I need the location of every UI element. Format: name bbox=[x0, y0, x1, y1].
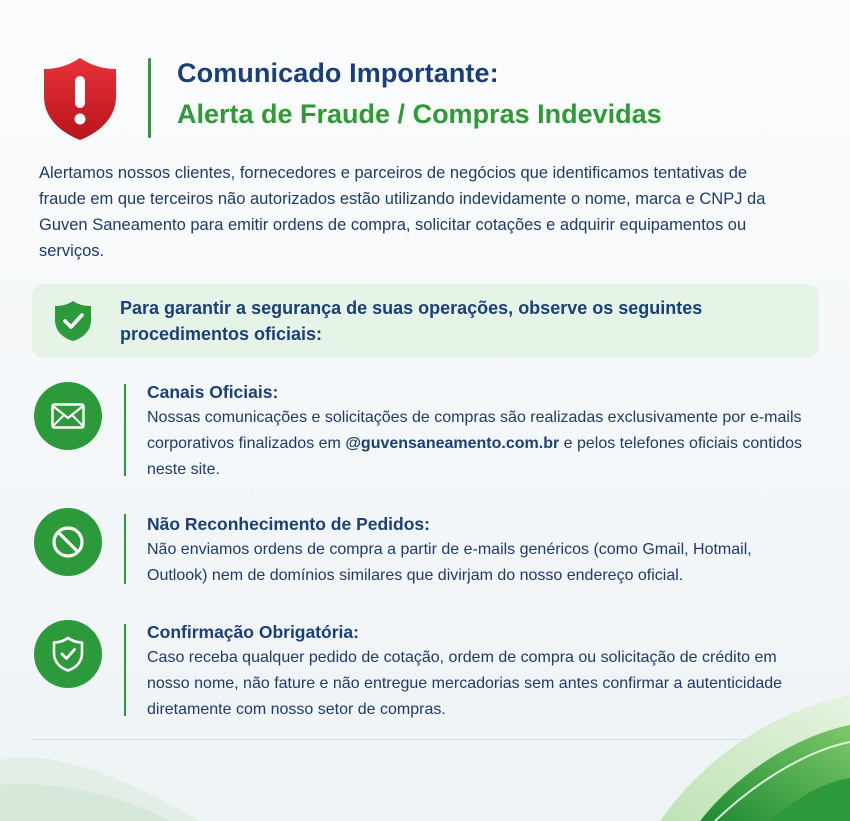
shield-check-outline-icon bbox=[34, 620, 102, 688]
header-divider bbox=[148, 58, 151, 138]
item-text-part: e pelos telefones oficiais contidos neste site. bbox=[147, 435, 802, 478]
prohibited-icon bbox=[34, 508, 102, 576]
item-divider bbox=[124, 514, 126, 584]
item-text: Não enviamos ordens de compra a partir de e-mails genéricos (como Gmail, Hotmail, Outlook) nem de domínios similares que divirjam do nosso endereço oficial. bbox=[147, 541, 752, 584]
item-order-non-recognition bbox=[32, 506, 812, 586]
shield-check-icon bbox=[54, 300, 92, 342]
item-title: Canais Oficiais: bbox=[147, 382, 279, 402]
page-subtitle: Alerta de Fraude / Compras Indevidas bbox=[177, 99, 662, 129]
item-divider bbox=[124, 384, 126, 476]
item-text bbox=[147, 405, 807, 483]
header bbox=[40, 56, 820, 142]
official-email-domain: @guvensaneamento.com.br bbox=[345, 435, 560, 452]
shield-exclamation-icon bbox=[40, 56, 120, 142]
page-title: Comunicado Importante: bbox=[177, 58, 499, 88]
item-text-part: Nossas comunicações e solicitações de compras são realizadas exclusivamente por e-mails corporativos finalizados em bbox=[147, 409, 802, 452]
item-official-channels bbox=[32, 380, 812, 480]
envelope-icon bbox=[34, 382, 102, 450]
intro-paragraph: Alertamos nossos clientes, fornecedores e parceiros de negócios que identificamos tentativas de fraude em que terceiros não autorizados estão utilizando indevidamente o nome, marca e CNPJ da Guven Saneamento para emitir ordens de compra, solicitar cotações e adquirir equipamentos ou serviços. bbox=[39, 164, 766, 260]
item-title: Confirmação Obrigatória: bbox=[147, 622, 359, 642]
decorative-leaf-right bbox=[620, 690, 850, 821]
item-divider bbox=[124, 624, 126, 716]
item-text: Caso receba qualquer pedido de cotação, ordem de compra ou solicitação de crédito em nosso nome, não fature e não entregue mercadorias sem antes confirmar a autenticidade diretamente com nosso setor de compras. bbox=[147, 649, 783, 718]
security-notice-text: Para garantir a segurança de suas operações, observe os seguintes procedimentos oficiais: bbox=[120, 298, 703, 344]
security-notice bbox=[32, 284, 819, 358]
decorative-wave-left bbox=[0, 740, 200, 821]
item-title: Não Reconhecimento de Pedidos: bbox=[147, 514, 430, 534]
